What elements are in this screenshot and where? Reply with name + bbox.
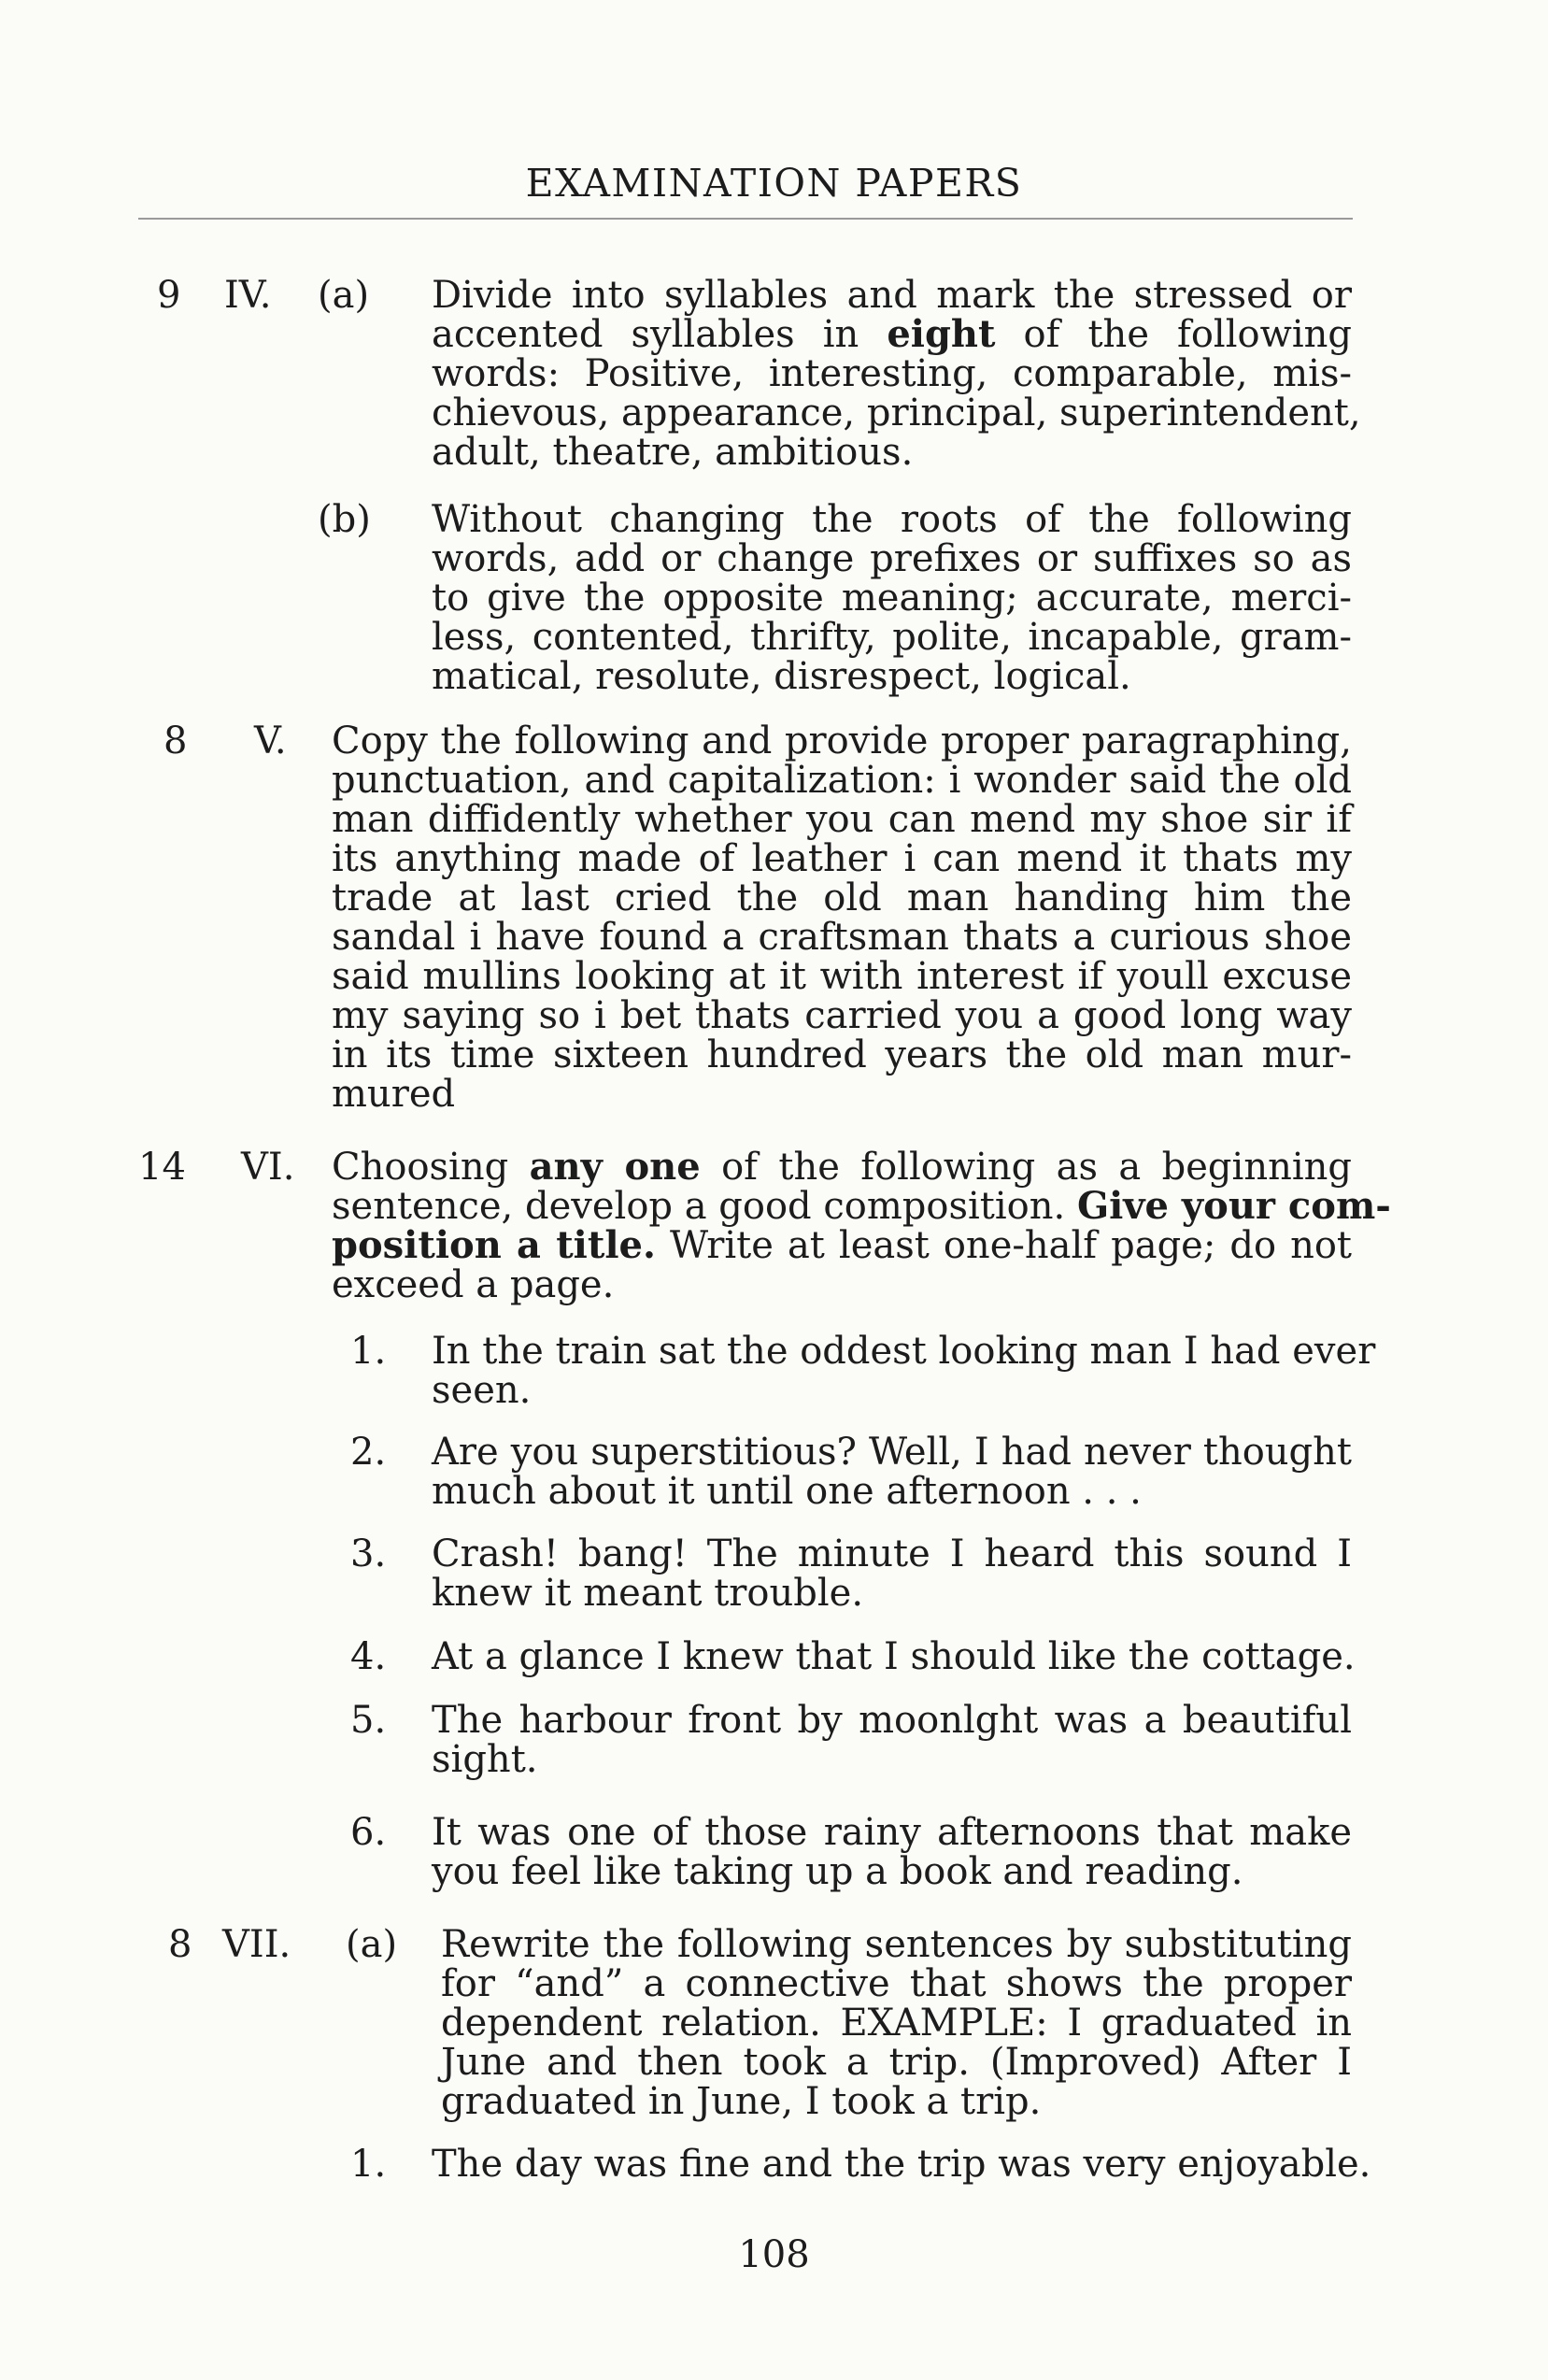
text-line: chievous, appearance, principal, superintendent, [432, 392, 1361, 435]
text-line: words: Positive, interesting, comparable, mis- [432, 352, 1352, 395]
text-line: Rewrite the following sentences by substituting [441, 1923, 1352, 1966]
text-line: matical, resolute, disrespect, logical. [432, 655, 1131, 698]
text-line: It was one of those rainy afternoons that make [432, 1811, 1352, 1854]
q4-numeral: IV. [224, 274, 272, 317]
text-line: in its time sixteen hundred years the old man mur- [332, 1033, 1352, 1076]
q7a-label: (a) [346, 1923, 398, 1966]
text-line: position a title. Write at least one-half page; do not [332, 1223, 1352, 1267]
q6-item-3-num: 3. [350, 1532, 387, 1575]
text-line: less, contented, thrifty, polite, incapable, gram- [432, 616, 1352, 659]
text-line: adult, theatre, ambitious. [432, 431, 914, 474]
text-line: its anything made of leather i can mend it thats my [332, 837, 1352, 880]
q6-text [332, 1145, 1391, 1306]
q6-item-3 [432, 1534, 1352, 1613]
emphasis: position a title. [332, 1223, 656, 1267]
text-line: knew it meant trouble. [432, 1572, 864, 1615]
text-line: Crash! bang! The minute I heard this sound I [432, 1532, 1352, 1575]
q6-item-6-num: 6. [350, 1811, 387, 1854]
q5-marks: 8 [163, 720, 188, 762]
q6-item-4 [432, 1635, 1356, 1678]
text-line: words, add or change prefixes or suffixes so as [432, 537, 1352, 580]
q6-marks: 14 [138, 1146, 186, 1189]
q4b-label: (b) [318, 498, 371, 541]
q6-item-1 [432, 1330, 1376, 1412]
q6-item-4-num: 4. [350, 1635, 387, 1678]
text-line: said mullins looking at it with interest if youll excuse [332, 955, 1352, 998]
q4a-text [432, 274, 1361, 474]
text-line: sandal i have found a craftsman thats a curious shoe [332, 916, 1352, 959]
text-line: The harbour front by moonlght was a beautiful [432, 1699, 1352, 1742]
text-line: trade at last cried the old man handing him the [332, 876, 1352, 919]
running-head: EXAMINATION PAPERS [525, 161, 1023, 206]
text-line: sight. [432, 1738, 538, 1781]
page-number: 108 [738, 2233, 810, 2276]
text-line: Copy the following and provide proper paragraphing, [332, 720, 1352, 762]
q7a-text [441, 1925, 1352, 2121]
text-line: At a glance I knew that I should like the cottage. [432, 1635, 1356, 1678]
text-line: for “and” a connective that shows the proper [441, 1962, 1352, 2005]
text-line: accented syllables in eight of the following [432, 312, 1352, 356]
text-line: man diffidently whether you can mend my shoe sir if [332, 798, 1352, 841]
q6-item-5 [432, 1701, 1352, 1779]
text-line: Are you superstitious? Well, I had never thought [432, 1431, 1352, 1474]
text-line: you feel like taking up a book and reading. [432, 1850, 1243, 1893]
emphasis: Give your com- [1076, 1184, 1391, 1228]
text-line: my saying so i bet thats carried you a good long way [332, 994, 1352, 1037]
q7-item-1 [432, 2143, 1371, 2186]
text-line: sentence, develop a good composition. Give your com- [332, 1184, 1391, 1228]
q6-item-5-num: 5. [350, 1699, 387, 1742]
text-line: seen. [432, 1369, 532, 1412]
text-line: dependent relation. EXAMPLE: I graduated in [441, 2002, 1352, 2045]
header-rule [138, 218, 1353, 220]
text-line: exceed a page. [332, 1263, 615, 1306]
q4-marks: 9 [157, 274, 181, 317]
q6-item-1-num: 1. [350, 1330, 387, 1373]
text-line: In the train sat the oddest looking man I had ever [432, 1330, 1376, 1373]
q6-item-6 [432, 1813, 1352, 1891]
q6-numeral: VI. [241, 1146, 295, 1189]
text-line: Choosing any one of the following as a beginning [332, 1145, 1352, 1189]
text-line: punctuation, and capitalization: i wonder said the old [332, 759, 1352, 802]
q4a-label: (a) [318, 274, 370, 317]
text-line: much about it until one afternoon . . . [432, 1470, 1142, 1513]
q6-item-2 [432, 1432, 1352, 1511]
q7-numeral: VII. [222, 1923, 291, 1966]
q7-item-1-num: 1. [350, 2143, 387, 2186]
q6-item-2-num: 2. [350, 1431, 387, 1474]
emphasis: eight [887, 312, 996, 356]
text-line: mured [332, 1073, 456, 1116]
q4b-text [432, 500, 1352, 696]
q5-numeral: V. [254, 720, 287, 762]
text-line: The day was fine and the trip was very enjoyable. [432, 2143, 1371, 2186]
text-line: Divide into syllables and mark the stressed or [432, 274, 1352, 317]
q7-marks: 8 [168, 1923, 192, 1966]
q5-text [332, 721, 1352, 1114]
emphasis: any one [529, 1145, 701, 1189]
text-line: graduated in June, I took a trip. [441, 2080, 1042, 2123]
text-line: to give the opposite meaning; accurate, merci- [432, 577, 1352, 620]
text-line: Without changing the roots of the following [432, 498, 1352, 541]
text-line: June and then took a trip. (Improved) After I [441, 2041, 1352, 2084]
